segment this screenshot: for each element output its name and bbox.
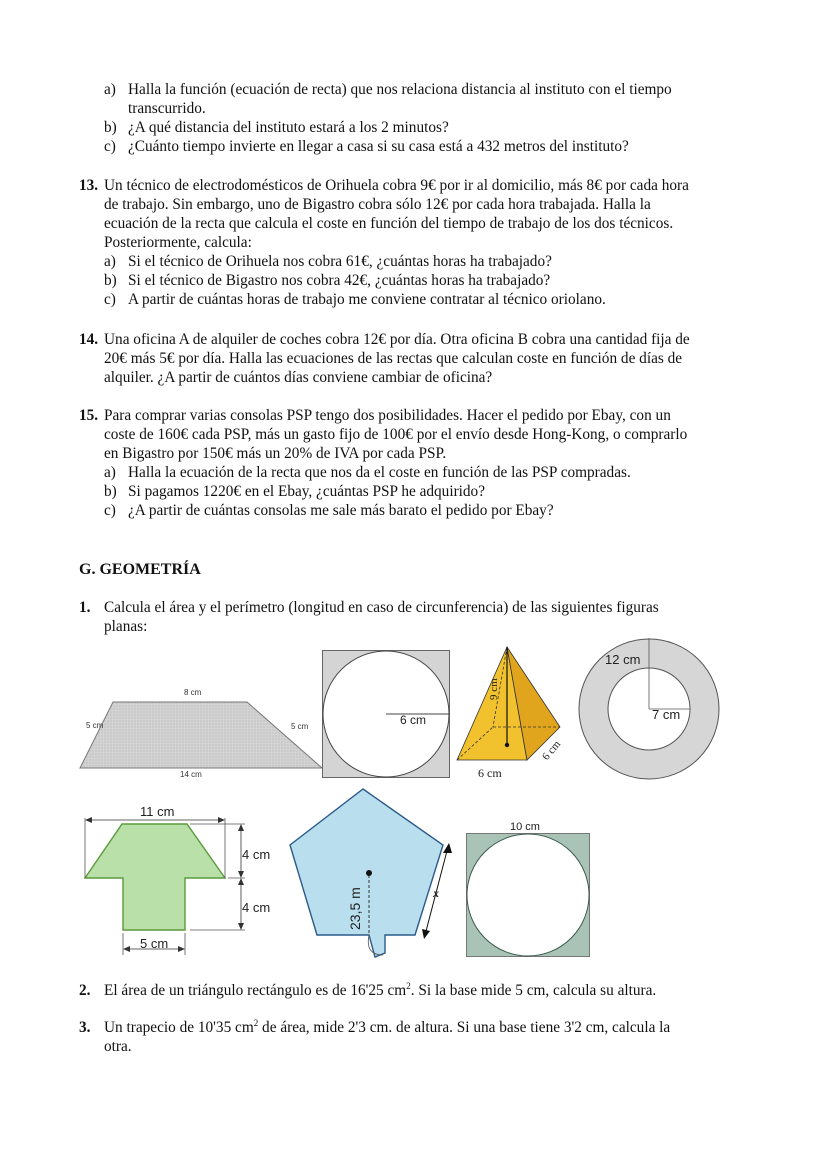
- problem-text: Una oficina A de alquiler de coches cobra 12€ por día. Otra oficina B cobra una cantidad fija de: [104, 331, 690, 348]
- item-letter: b): [104, 483, 117, 500]
- annulus-inner-label: 7 cm: [652, 707, 681, 722]
- trapezoid-left-label: 5 cm: [86, 721, 104, 730]
- item-text: Si el técnico de Orihuela nos cobra 61€, ¿cuántas horas ha trabajado?: [128, 253, 552, 270]
- section-title: G. GEOMETRÍA: [79, 561, 201, 578]
- q3-text-post: de área, mide 2'3 cm. de altura. Si una base tiene 3'2 cm, calcula la: [258, 1019, 671, 1036]
- item-letter: b): [104, 272, 117, 289]
- arrow-stem-label: 5 cm: [140, 936, 169, 951]
- circle-in-square-2-figure: [466, 833, 590, 957]
- problem-text: ecuación de la recta que calcula el coste en función del tiempo de trabajo de los dos técnicos.: [104, 215, 674, 232]
- arrow-shape-figure: [80, 800, 280, 960]
- item-letter: a): [104, 464, 116, 481]
- q2-text-pre: El área de un triángulo rectángulo es de 16'25 cm: [104, 982, 407, 999]
- pentagon-side-label: x: [433, 886, 439, 900]
- item-letter: c): [104, 291, 116, 308]
- item-text: A partir de cuántas horas de trabajo me conviene contratar al técnico oriolano.: [128, 291, 606, 308]
- item-text: ¿A partir de cuántas consolas me sale más barato el pedido por Ebay?: [128, 502, 554, 519]
- problem-text: 20€ más 5€ por día. Halla las ecuaciones de las rectas que calculan coste en función de días de: [104, 350, 683, 367]
- trapezoid-bottom-label: 14 cm: [180, 770, 202, 779]
- item-letter: a): [104, 81, 116, 98]
- item-letter: c): [104, 502, 116, 519]
- annulus-outer-label: 12 cm: [605, 652, 641, 667]
- pentagon-figure: [285, 785, 465, 960]
- item-letter: c): [104, 138, 116, 155]
- trapezoid-top-label: 8 cm: [184, 688, 202, 697]
- problem-number: 1.: [79, 599, 91, 616]
- arrow-h2-label: 4 cm: [242, 900, 271, 915]
- item-text: Si pagamos 1220€ en el Ebay, ¿cuántas PSP he adquirido?: [128, 483, 485, 500]
- problem-number: 3.: [79, 1019, 91, 1036]
- item-letter: b): [104, 119, 117, 136]
- trapezoid-figure: [80, 690, 320, 780]
- pyramid-base-label: 6 cm: [478, 766, 502, 780]
- trapezoid-right-label: 5 cm: [291, 722, 309, 731]
- item-text: Halla la función (ecuación de recta) que nos relaciona distancia al instituto con el tiempo: [128, 81, 672, 98]
- problem-number: 2.: [79, 982, 91, 999]
- q2-text-post: . Si la base mide 5 cm, calcula su altura.: [410, 982, 657, 999]
- problem-text: planas:: [104, 618, 148, 635]
- problem-text: [104, 1018, 670, 1037]
- circle-in-square-figure: [322, 650, 450, 778]
- problem-number: 13.: [79, 177, 99, 194]
- annulus-figure: [578, 638, 720, 780]
- problem-text: Para comprar varias consolas PSP tengo dos posibilidades. Hacer el pedido por Ebay, con un: [104, 407, 671, 424]
- problem-text: alquiler. ¿A partir de cuántos días conviene cambiar de oficina?: [104, 369, 493, 386]
- arrow-h1-label: 4 cm: [242, 847, 271, 862]
- pyramid-depth-label: 6 cm: [540, 738, 564, 763]
- problem-text: otra.: [104, 1038, 132, 1055]
- problem-text: Posteriormente, calcula:: [104, 234, 252, 251]
- problem-text: en Bigastro por 150€ más un 20% de IVA por cada PSP.: [104, 445, 447, 462]
- pentagon-apothem-label: 23,5 m: [347, 887, 363, 930]
- problem-text: [104, 981, 656, 1000]
- problem-number: 14.: [79, 331, 99, 348]
- problem-text: de trabajo. Sin embargo, uno de Bigastro cobra sólo 12€ por cada hora trabajada. Halla la: [104, 196, 651, 213]
- pyramid-height-label: 9 cm: [488, 678, 500, 700]
- q2-superscript: 2: [406, 980, 411, 991]
- square-side-label: 10 cm: [510, 821, 540, 833]
- problem-text: Calcula el área y el perímetro (longitud en caso de circunferencia) de las siguientes figuras: [104, 599, 659, 616]
- circle-radius-label: 6 cm: [400, 713, 427, 727]
- item-text: ¿A qué distancia del instituto estará a los 2 minutos?: [128, 119, 449, 136]
- problem-text: coste de 160€ cada PSP, más un gasto fijo de 100€ por el envío desde Hong-Kong, o comprarlo: [104, 426, 688, 443]
- problem-number: 15.: [79, 407, 99, 424]
- item-letter: a): [104, 253, 116, 270]
- problem-text: Un técnico de electrodomésticos de Orihuela cobra 9€ por ir al domicilio, más 8€ por cada hora: [104, 177, 689, 194]
- q3-text-pre: Un trapecio de 10'35 cm: [104, 1019, 254, 1036]
- item-text: transcurrido.: [128, 100, 206, 117]
- item-text: Halla la ecuación de la recta que nos da el coste en función de las PSP compradas.: [128, 464, 631, 481]
- item-text: Si el técnico de Bigastro nos cobra 42€, ¿cuántas horas ha trabajado?: [128, 272, 551, 289]
- item-text: ¿Cuánto tiempo invierte en llegar a casa si su casa está a 432 metros del instituto?: [128, 138, 629, 155]
- q3-superscript: 2: [253, 1017, 259, 1028]
- arrow-width-label: 11 cm: [140, 804, 175, 819]
